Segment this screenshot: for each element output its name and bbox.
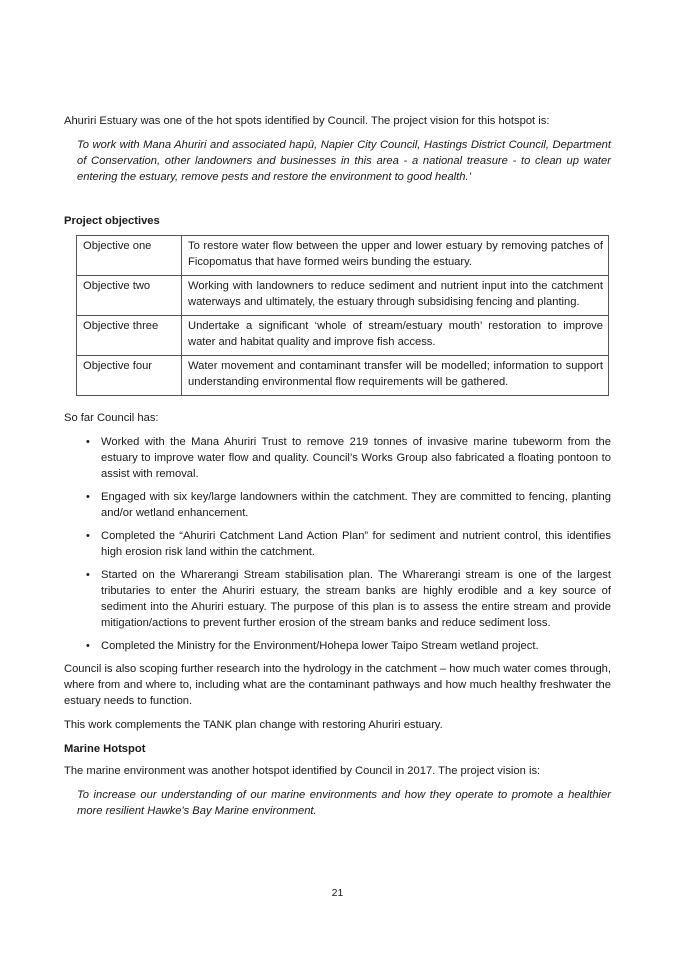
objective-text: Working with landowners to reduce sediment and nutrient input into the catchment waterways and ultimately, the estuary through subsidising fencing and planting. (182, 276, 609, 316)
objective-label: Objective one (77, 236, 182, 276)
objectives-heading: Project objectives (64, 215, 160, 227)
list-item-text: Completed the Ministry for the Environment/Hohepa lower Taipo Stream wetland project. (101, 640, 539, 652)
actions-list (64, 434, 611, 654)
document-body (64, 113, 611, 819)
bullet-icon: • (86, 569, 90, 581)
list-item-text: Worked with the Mana Ahuriri Trust to remove 219 tonnes of invasive marine tubeworm from the estuary to improve water flow and quality. Council’s Works Group also fabricated a floating pontoon to assist with removal. (101, 436, 611, 480)
scoping-paragraph: Council is also scoping further research into the hydrology in the catchment – how much water comes through, where from and where to, including what are the contaminant pathways and how much healthy freshwater the estuary needs to function. (64, 663, 611, 707)
bullet-icon: • (86, 640, 90, 652)
list-item (64, 434, 611, 482)
list-item (64, 638, 611, 654)
page-number: 21 (331, 887, 344, 899)
objective-label: Objective four (77, 356, 182, 396)
table-row (77, 276, 609, 316)
so-far-paragraph: So far Council has: (64, 412, 159, 424)
objective-text: Undertake a significant ‘whole of stream/estuary mouth’ restoration to improve water and habitat quality and improve fish access. (182, 316, 609, 356)
list-item (64, 528, 611, 560)
intro-paragraph: Ahuriri Estuary was one of the hot spots identified by Council. The project vision for this hotspot is: (64, 115, 550, 127)
table-row (77, 236, 609, 276)
marine-hotspot-heading: Marine Hotspot (64, 743, 146, 755)
list-item (64, 567, 611, 631)
objective-label: Objective three (77, 316, 182, 356)
bullet-icon: • (86, 436, 90, 448)
marine-intro-paragraph: The marine environment was another hotspot identified by Council in 2017. The project vision is: (64, 765, 541, 777)
objective-text: Water movement and contaminant transfer will be modelled; information to support understanding environmental flow requirements will be gathered. (182, 356, 609, 396)
bullet-icon: • (86, 530, 90, 542)
table-row (77, 316, 609, 356)
table-row (77, 356, 609, 396)
bullet-icon: • (86, 491, 90, 503)
complements-paragraph: This work complements the TANK plan change with restoring Ahuriri estuary. (64, 719, 443, 731)
estuary-vision-quote: To work with Mana Ahuriri and associated hapū, Napier City Council, Hastings District Council, Department of Conservation, other landowners and businesses in this area - a national treasure - to clean up water entering the estuary, remove pests and restore the environment to good health.’ (77, 139, 611, 183)
list-item (64, 489, 611, 521)
objective-label: Objective two (77, 276, 182, 316)
marine-vision-quote: To increase our understanding of our marine environments and how they operate to promote a healthier more resilient Hawke's Bay Marine environment. (77, 789, 611, 817)
list-item-text: Completed the “Ahuriri Catchment Land Action Plan” for sediment and nutrient control, this identifies high erosion risk land within the catchment. (101, 530, 611, 558)
list-item-text: Engaged with six key/large landowners within the catchment. They are committed to fencing, planting and/or wetland enhancement. (101, 491, 611, 519)
list-item-text: Started on the Wharerangi Stream stabilisation plan. The Wharerangi stream is one of the largest tributaries to enter the Ahuriri estuary, the stream banks are highly erodible and a key source of sediment into the Ahuriri estuary. The purpose of this plan is to assess the entire stream and provide mitigation/actions to prevent further erosion of the stream banks and reduce sediment loss. (101, 569, 611, 629)
objectives-table (76, 235, 609, 396)
objective-text: To restore water flow between the upper and lower estuary by removing patches of Ficopomatus that have formed weirs bunding the estuary. (182, 236, 609, 276)
